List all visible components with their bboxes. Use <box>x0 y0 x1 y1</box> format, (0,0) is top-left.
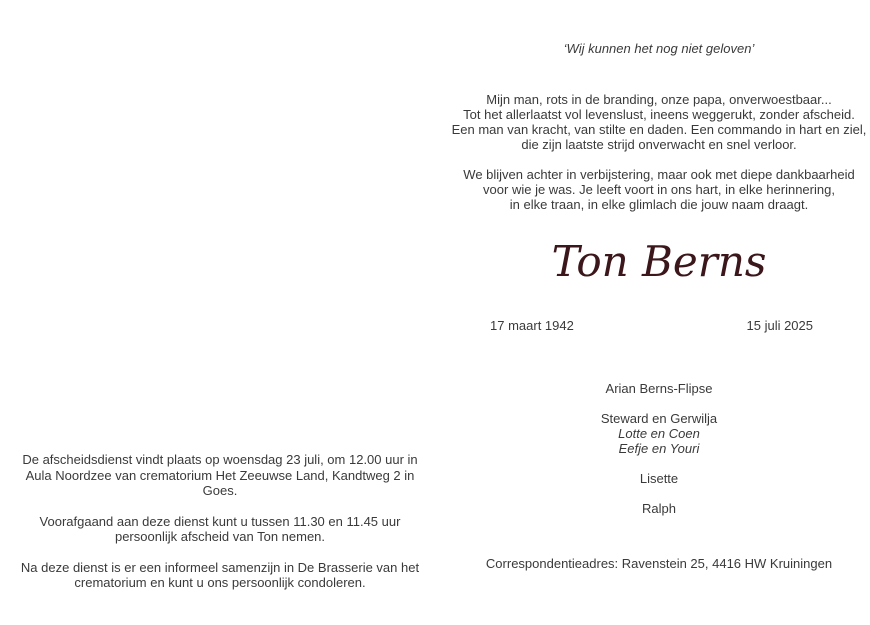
deceased-name: Ton Berns <box>551 237 767 286</box>
family-names <box>447 381 870 516</box>
family-line: Steward en Gerwilja <box>600 411 718 426</box>
left-page <box>15 0 425 625</box>
poem-line: We blijven achter in verbijstering, maar ook met diepe dankbaarheid <box>463 167 855 182</box>
poem-line: die zijn laatste strijd onverwacht en snel verloor. <box>521 137 797 152</box>
service-paragraph-3 <box>15 560 425 591</box>
service-line: persoonlijk afscheid van Ton nemen. <box>114 529 326 544</box>
poem-line: Tot het allerlaatst vol levenslust, ineens weggerukt, zonder afscheid. <box>463 107 855 122</box>
poem-line: in elke traan, in elke glimlach die jouw naam draagt. <box>509 197 809 212</box>
poem-line: Een man van kracht, van stilte en daden. Een commando in hart en ziel, <box>451 122 867 137</box>
poem-line: voor wie je was. Je leeft voort in ons hart, in elke herinnering, <box>483 182 835 197</box>
service-paragraph-1 <box>15 452 425 499</box>
service-info <box>15 452 425 591</box>
memorial-poem <box>447 92 870 212</box>
death-date: 15 juli 2025 <box>746 318 813 333</box>
service-line: Na deze dienst is er een informeel samenzijn in De Brasserie van het <box>20 559 420 575</box>
family-line: Eefje en Youri <box>618 441 700 456</box>
birth-date: 17 maart 1942 <box>490 318 574 333</box>
poem-line: Mijn man, rots in de branding, onze papa, onverwoestbaar... <box>486 92 832 107</box>
family-line: Lotte en Coen <box>618 426 700 441</box>
right-page <box>447 0 870 625</box>
service-paragraph-2 <box>15 514 425 545</box>
life-dates <box>490 318 813 333</box>
family-line: Arian Berns-Flipse <box>605 381 713 396</box>
poem-stanza-2 <box>447 167 870 212</box>
service-line: De afscheidsdienst vindt plaats op woensdag 23 juli, om 12.00 uur in <box>22 452 418 467</box>
family-line: Lisette <box>639 471 679 486</box>
family-line: Ralph <box>642 501 676 516</box>
service-line: crematorium en kunt u ons persoonlijk condoleren. <box>74 575 366 590</box>
poem-stanza-1 <box>447 92 870 152</box>
opening-quote: ‘Wij kunnen het nog niet geloven’ <box>563 41 755 56</box>
service-line: Voorafgaand aan deze dienst kunt u tussen 11.30 en 11.45 uur <box>39 513 401 529</box>
service-line: Aula Noordzee van crematorium Het Zeeuwse Land, Kandtweg 2 in Goes. <box>25 467 415 498</box>
correspondence-address: Correspondentieadres: Ravenstein 25, 4416 HW Kruiningen <box>485 556 833 571</box>
